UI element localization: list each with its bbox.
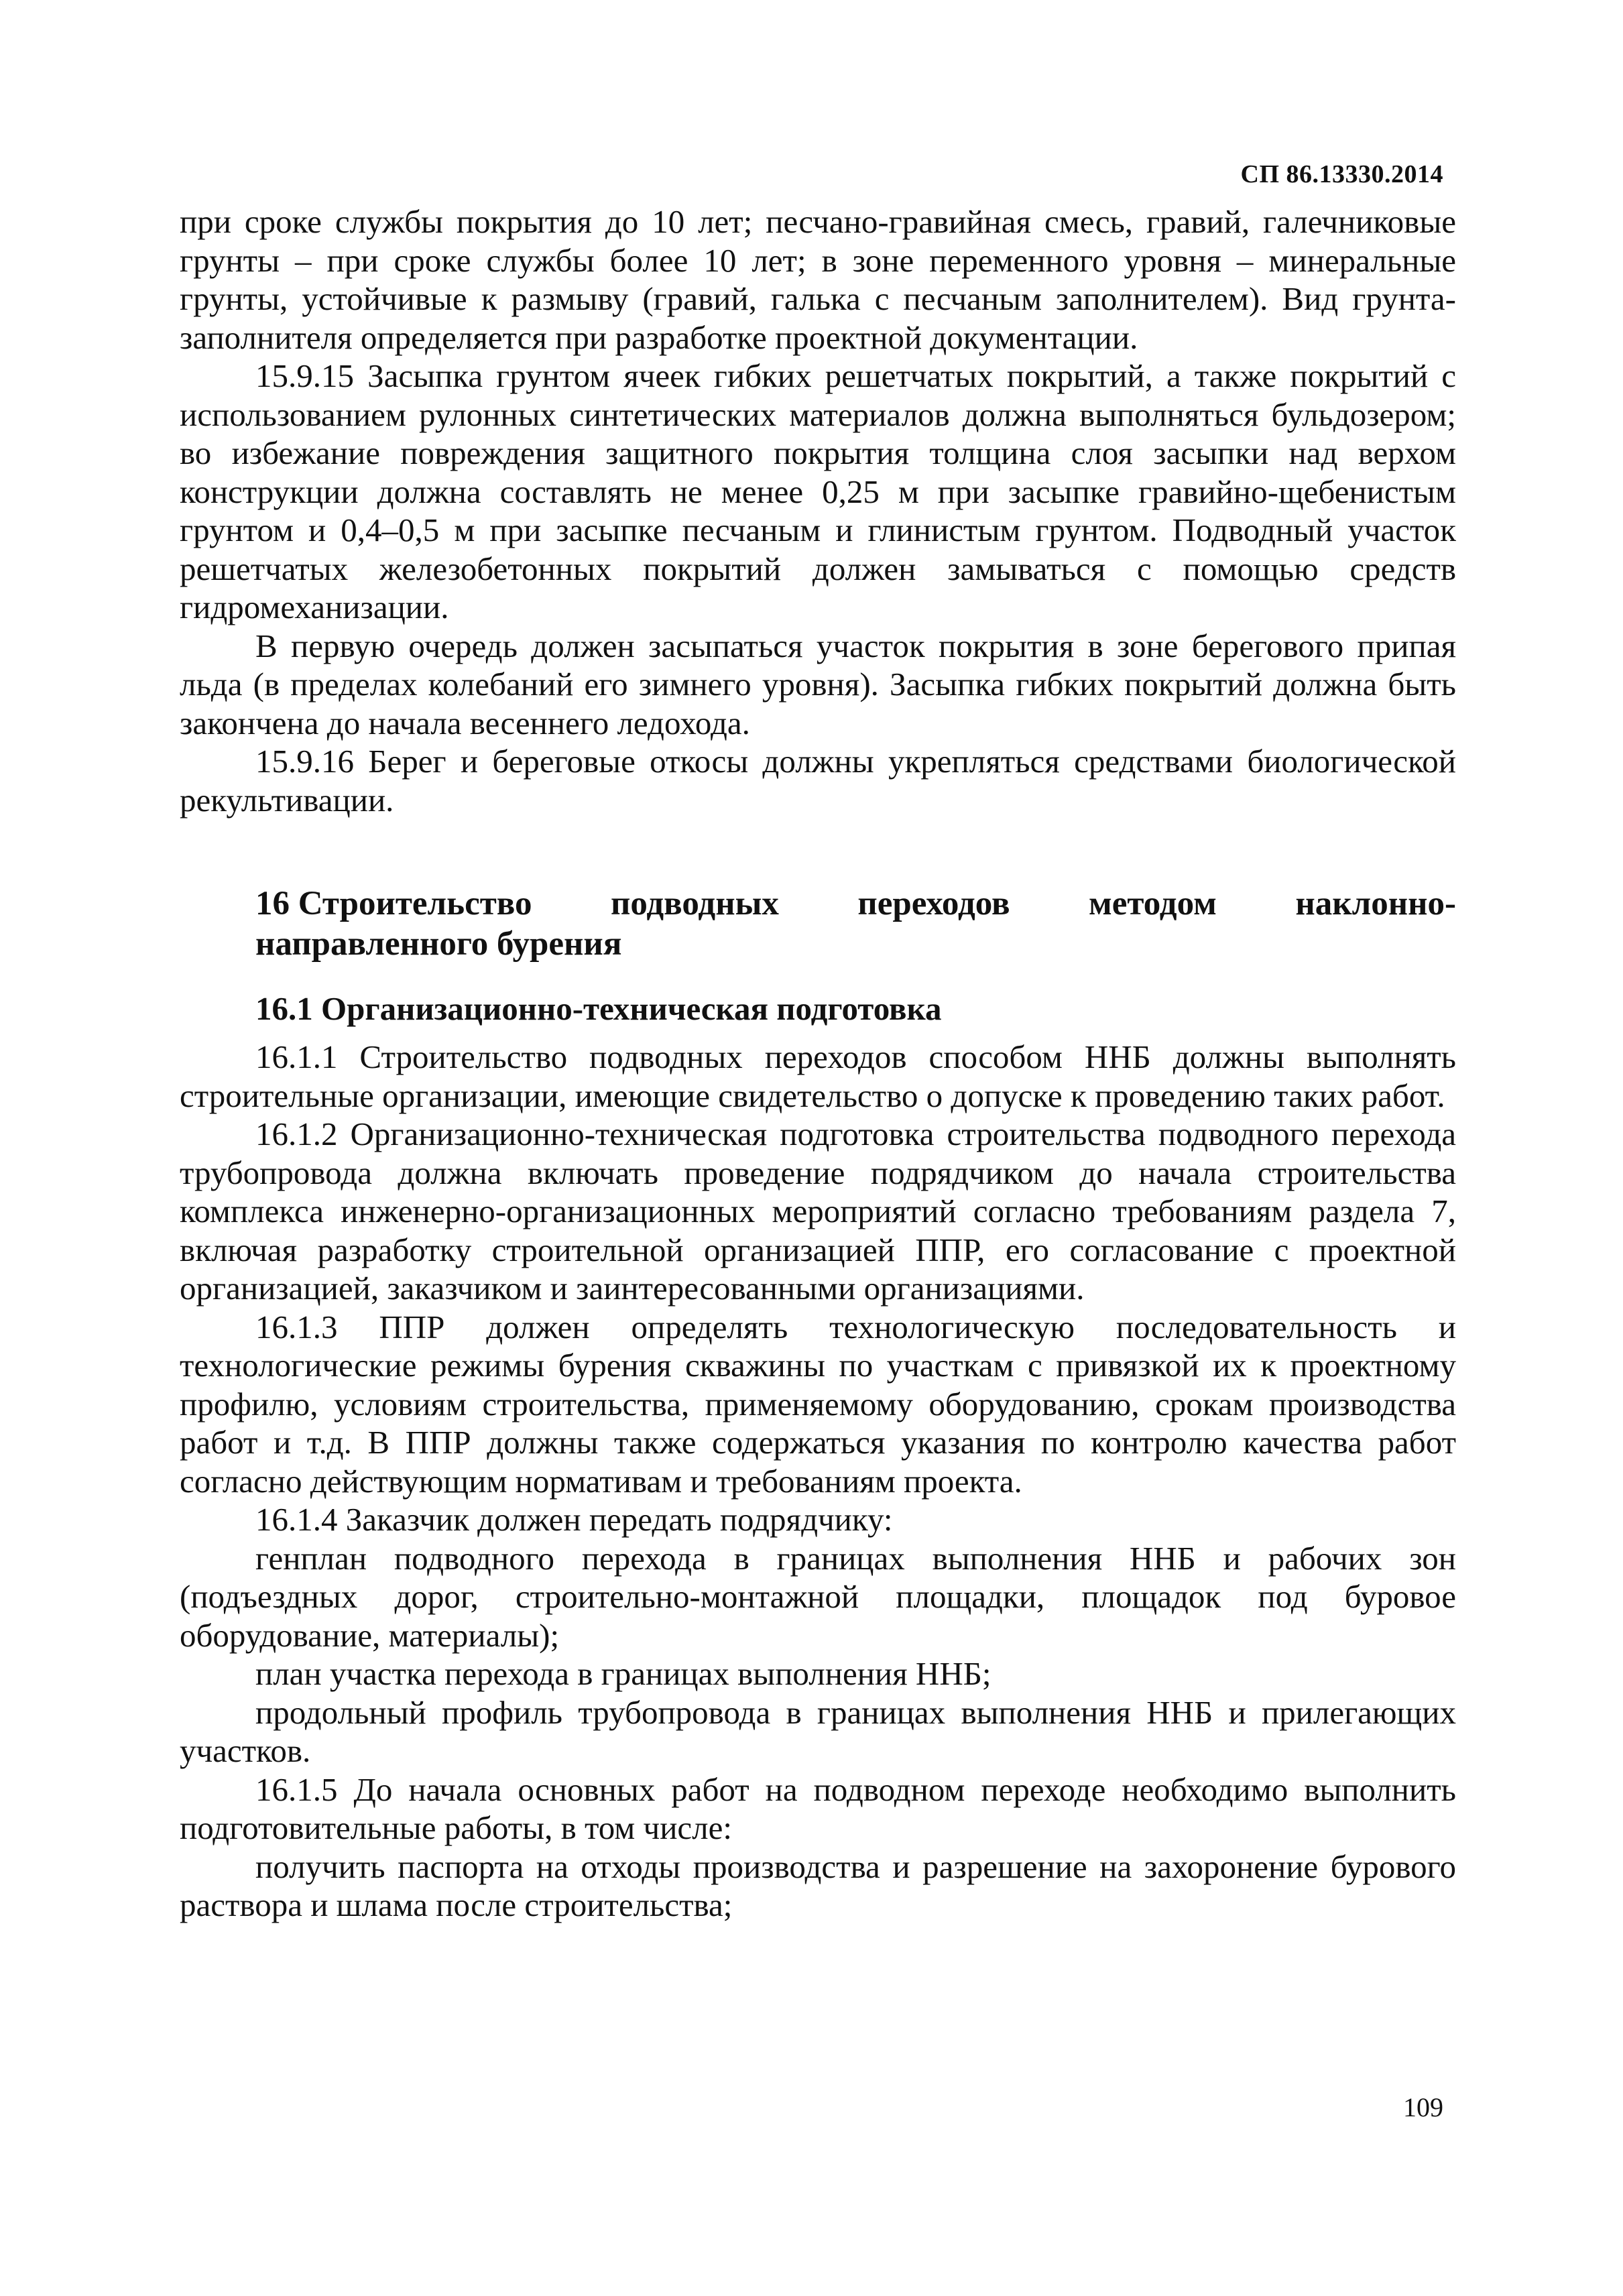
page-number: 109 [1403, 2092, 1443, 2122]
section-16-heading-line1 [255, 884, 1456, 924]
heading-word: подводных [610, 885, 779, 922]
paragraph-15-9-16: 15.9.16 Берег и береговые откосы должны укрепляться средствами биологической рекультивации. [180, 743, 1456, 819]
paragraph-16-1-4: 16.1.4 Заказчик должен передать подрядчику: [255, 1501, 893, 1538]
paragraph-15-9-15-cont: В первую очередь должен засыпаться участок покрытия в зоне берегового припая льда (в пределах колебаний его зимнего уровня). Засыпка гибких покрытий должна быть закончена до начала весеннего ледохода. [180, 627, 1456, 741]
heading-word: переходов [857, 885, 1010, 922]
paragraph-16-1-1: 16.1.1 Строительство подводных переходов способом ННБ должны выполнять строительные организации, имеющие свидетельство о допуске к проведению таких работ. [180, 1038, 1456, 1114]
list-item: получить паспорта на отходы производства и разрешение на захоронение бурового раствора и шлама после строительства; [180, 1848, 1456, 1923]
section-16-heading-line2: направленного бурения [255, 925, 622, 963]
page-body [180, 202, 1456, 1925]
paragraph-16-1-3: 16.1.3 ППР должен определять технологическую последовательность и технологические режимы бурения скважины по участкам с привязкой их к проектному профилю, условиям строительства, применяемому оборудованию, срокам производства работ и т.д. В ППР должны также содержаться указания по контролю качества работ согласно действующим нормативам и требованиям проекта. [180, 1308, 1456, 1500]
heading-word: 16 Строительство [255, 885, 532, 922]
paragraph-continuation: при сроке службы покрытия до 10 лет; песчано-гравийная смесь, гравий, галечниковые грунты – при сроке службы более 10 лет; в зоне переменного уровня – минеральные грунты, устойчивые к размыву (гравий, галька с песчаным заполнителем). Вид грунта-заполнителя определяется при разработке проектной документации. [180, 203, 1456, 356]
heading-word: методом [1089, 885, 1217, 922]
paragraph-15-9-15: 15.9.15 Засыпка грунтом ячеек гибких решетчатых покрытий, а также покрытий с использованием рулонных синтетических материалов должна выполняться бульдозером; во избежание повреждения защитного покрытия толщина слоя засыпки над верхом конструкции должна составлять не менее 0,25 м при засыпке гравийно-щебенистым грунтом и 0,4–0,5 м при засыпке песчаным и глинистым грунтом. Подводный участок решетчатых железобетонных покрытий должен замываться с помощью средств гидромеханизации. [180, 357, 1456, 625]
paragraph-16-1-2: 16.1.2 Организационно-техническая подготовка строительства подводного перехода трубопровода должна включать проведение подрядчиком до начала строительства комплекса инженерно-организационных мероприятий согласно требованиям раздела 7, включая разработку строительной организацией ППР, его согласование с проектной организацией, заказчиком и заинтересованными организациями. [180, 1115, 1456, 1307]
heading-word: наклонно- [1295, 885, 1456, 922]
list-item: генплан подводного перехода в границах выполнения ННБ и рабочих зон (подъездных дорог, строительно-монтажной площадки, площадок под буровое оборудование, материалы); [180, 1539, 1456, 1654]
document-code: СП 86.13330.2014 [1240, 160, 1443, 188]
list-item: план участка перехода в границах выполнения ННБ; [255, 1655, 991, 1692]
subsection-16-1-heading: 16.1 Организационно-техническая подготовка [255, 990, 942, 1027]
section-16-heading [180, 884, 1456, 964]
list-item: продольный профиль трубопровода в границах выполнения ННБ и прилегающих участков. [180, 1693, 1456, 1769]
paragraph-16-1-5: 16.1.5 До начала основных работ на подводном переходе необходимо выполнить подготовительные работы, в том числе: [180, 1770, 1456, 1846]
